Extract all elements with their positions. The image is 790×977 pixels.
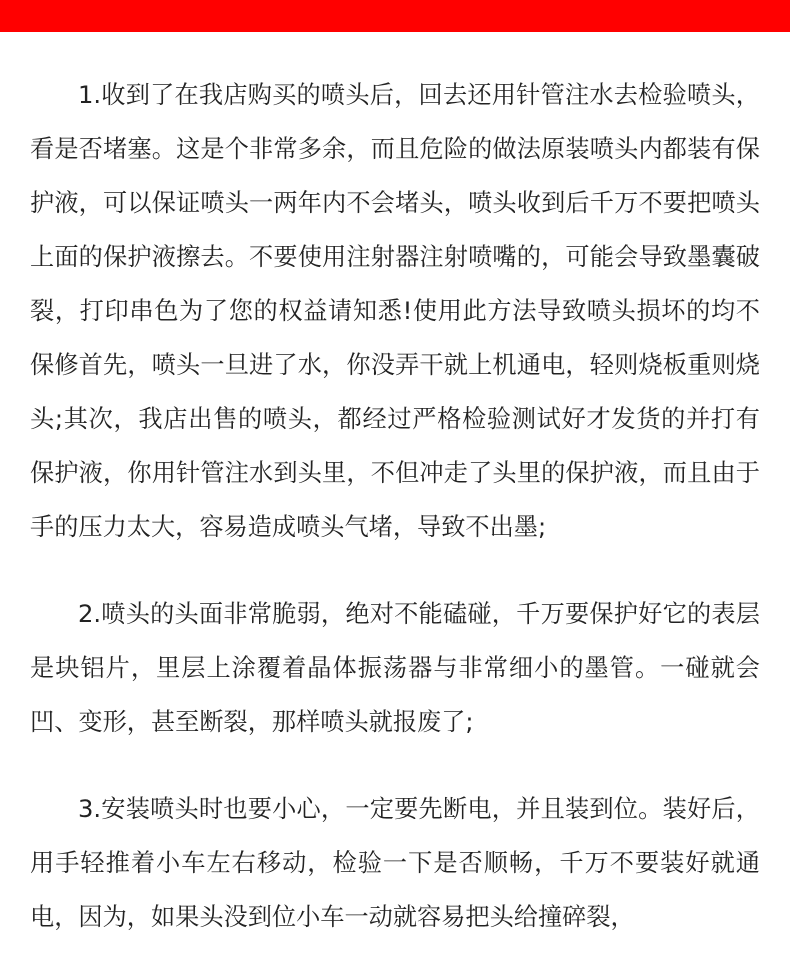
top-red-bar — [0, 0, 790, 32]
paragraph-1: 1.收到了在我店购买的喷头后，回去还用针管注水去检验喷头，看是否堵塞。这是个非常多余，而且危险的做法原装喷头内都装有保护液，可以保证喷头一两年内不会堵头，喷头收到后千万不要把喷头上面的保护液擦去。不要使用注射器注射喷嘴的，可能会导致墨囊破裂，打印串色为了您的权益请知悉!使用此方法导致喷头损坏的均不保修首先，喷头一旦进了水，你没弄干就上机通电，轻则烧板重则烧头;其次，我店出售的喷头，都经过严格检验测试好才发货的并打有保护液，你用针管注水到头里，不但冲走了头里的保护液，而且由于手的压力太大，容易造成喷头气堵，导致不出墨; — [30, 81, 760, 541]
paragraph-2: 2.喷头的头面非常脆弱，绝对不能磕碰，千万要保护好它的表层是块铝片，里层上涂覆着晶体振荡器与非常细小的墨管。一碰就会凹、变形，甚至断裂，那样喷头就报废了; — [30, 600, 760, 736]
paragraph-3: 3.安装喷头时也要小心，一定要先断电，并且装到位。装好后，用手轻推着小车左右移动，检验一下是否顺畅，千万不要装好就通电，因为，如果头没到位小车一动就容易把头给撞碎裂， — [30, 795, 760, 931]
article-body — [30, 68, 760, 977]
